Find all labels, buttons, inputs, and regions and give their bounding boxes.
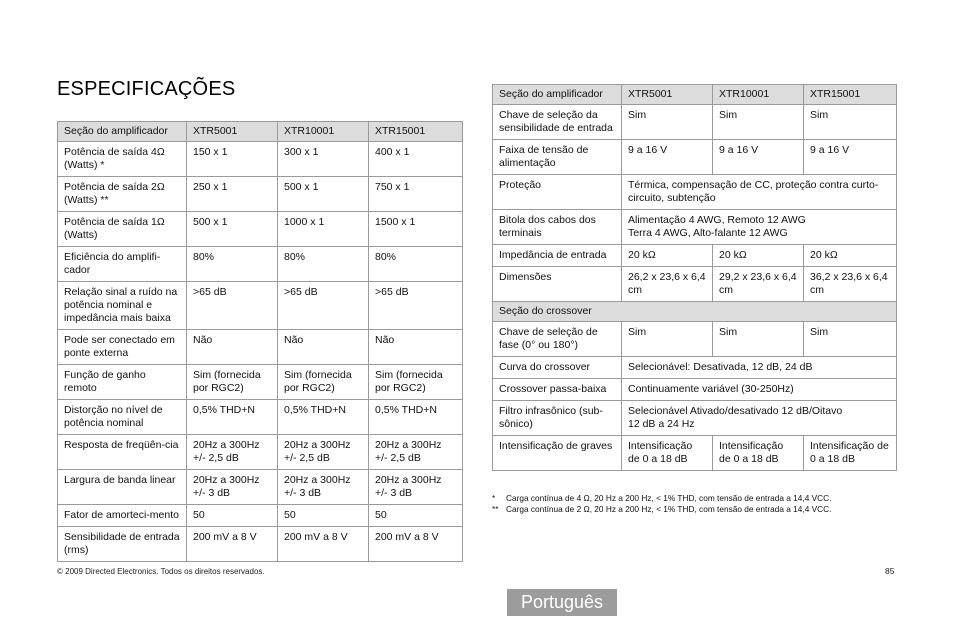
table-row — [493, 210, 897, 245]
footnote-2 — [492, 504, 831, 514]
table-cell: 1500 x 1 — [369, 212, 463, 247]
table-row — [58, 527, 463, 562]
specs-table-left — [57, 121, 463, 562]
table-cell: 20 kΩ — [804, 245, 897, 267]
table-cell: Impedância de entrada — [493, 245, 622, 267]
table-cell: Continuamente variável (30-250Hz) — [622, 379, 897, 401]
table-cell: XTR5001 — [622, 85, 713, 105]
table-cell: Chave de seleção da sensibilidade de entrada — [493, 105, 622, 140]
table-cell: 250 x 1 — [187, 177, 278, 212]
table-cell: XTR5001 — [187, 122, 278, 142]
table-row — [58, 212, 463, 247]
table-cell: Intensificação de 0 a 18 dB — [804, 436, 897, 471]
table-cell: 20Hz a 300Hz +/- 2,5 dB — [187, 435, 278, 470]
table-cell: 500 x 1 — [278, 177, 369, 212]
page-title: ESPECIFICAÇÕES — [57, 78, 236, 100]
table-cell: Sim — [804, 322, 897, 357]
table-header-row — [58, 122, 463, 142]
table-cell: 20Hz a 300Hz +/- 3 dB — [369, 470, 463, 505]
table-cell: 200 mV a 8 V — [187, 527, 278, 562]
table-cell: 9 a 16 V — [713, 140, 804, 175]
table-cell: Intensificação de 0 a 18 dB — [622, 436, 713, 471]
table-row — [493, 245, 897, 267]
table-cell: 80% — [187, 247, 278, 282]
table-cell: Bitola dos cabos dos terminais — [493, 210, 622, 245]
language-badge: Português — [507, 589, 617, 616]
table-cell: >65 dB — [369, 282, 463, 330]
table-cell: Proteção — [493, 175, 622, 210]
table-cell: 20 kΩ — [622, 245, 713, 267]
table-cell: 20Hz a 300Hz +/- 2,5 dB — [278, 435, 369, 470]
footnote-text: Carga contínua de 2 Ω, 20 Hz a 200 Hz, < 1% THD, com tensão de entrada a 14,4 VCC. — [506, 504, 832, 514]
table-cell: Potência de saída 4Ω (Watts) * — [58, 142, 187, 177]
table-cell: 0,5% THD+N — [369, 400, 463, 435]
table-cell: Sim (fornecida por RGC2) — [278, 365, 369, 400]
table-cell: Relação sinal a ruído na potência nominal e impedância mais baixa — [58, 282, 187, 330]
table-cell: 150 x 1 — [187, 142, 278, 177]
table-row — [493, 401, 897, 436]
table-row — [58, 142, 463, 177]
table-cell: 200 mV a 8 V — [369, 527, 463, 562]
table-cell: Não — [369, 330, 463, 365]
table-cell: Filtro infrasônico (sub-sônico) — [493, 401, 622, 436]
table-cell: 0,5% THD+N — [278, 400, 369, 435]
table-cell: 80% — [369, 247, 463, 282]
table-cell: Seção do amplificador — [493, 85, 622, 105]
table-row — [58, 330, 463, 365]
table-row — [58, 400, 463, 435]
table-row — [493, 267, 897, 302]
table-section-row — [493, 302, 897, 322]
table-cell: 29,2 x 23,6 x 6,4 cm — [713, 267, 804, 302]
table-cell: 400 x 1 — [369, 142, 463, 177]
table-cell: 1000 x 1 — [278, 212, 369, 247]
table-cell: Térmica, compensação de CC, proteção contra curto-circuito, subtenção — [622, 175, 897, 210]
table-cell: 50 — [369, 505, 463, 527]
table-cell: 50 — [187, 505, 278, 527]
table-cell: 20Hz a 300Hz +/- 3 dB — [187, 470, 278, 505]
table-cell: 9 a 16 V — [622, 140, 713, 175]
footnote-text: Carga contínua de 4 Ω, 20 Hz a 200 Hz, < 1% THD, com tensão de entrada a 14,4 VCC. — [506, 493, 832, 503]
table-cell: Potência de saída 2Ω (Watts) ** — [58, 177, 187, 212]
table-cell: 80% — [278, 247, 369, 282]
table-cell: XTR15001 — [804, 85, 897, 105]
table-row — [58, 365, 463, 400]
table-cell: >65 dB — [187, 282, 278, 330]
table-cell: Sim — [804, 105, 897, 140]
footnote-mark: * — [492, 493, 496, 503]
table-cell: 50 — [278, 505, 369, 527]
table-row — [493, 436, 897, 471]
table-cell: 200 mV a 8 V — [278, 527, 369, 562]
table-cell: Sensibilidade de entrada (rms) — [58, 527, 187, 562]
table-cell: Não — [278, 330, 369, 365]
copyright-notice: © 2009 Directed Electronics. Todos os direitos reservados. — [57, 567, 265, 576]
table-row — [493, 379, 897, 401]
table-cell: Chave de seleção de fase (0° ou 180°) — [493, 322, 622, 357]
specs-table-right — [492, 84, 897, 471]
table-cell: Fator de amorteci-mento — [58, 505, 187, 527]
table-cell: XTR10001 — [713, 85, 804, 105]
table-cell: Eficiência do amplifi-cador — [58, 247, 187, 282]
table-cell: Alimentação 4 AWG, Remoto 12 AWG Terra 4 AWG, Alto-falante 12 AWG — [622, 210, 897, 245]
table-row — [493, 105, 897, 140]
table-cell: Intensificação de 0 a 18 dB — [713, 436, 804, 471]
table-row — [58, 177, 463, 212]
table-row — [493, 140, 897, 175]
table-cell: 750 x 1 — [369, 177, 463, 212]
table-cell: Sim — [622, 322, 713, 357]
table-row — [58, 435, 463, 470]
table-row — [58, 470, 463, 505]
table-cell: 20Hz a 300Hz +/- 2,5 dB — [369, 435, 463, 470]
table-cell: 26,2 x 23,6 x 6,4 cm — [622, 267, 713, 302]
footnote-1 — [492, 493, 831, 503]
table-cell: 500 x 1 — [187, 212, 278, 247]
table-cell: Selecionável Ativado/desativado 12 dB/Oitavo 12 dB a 24 Hz — [622, 401, 897, 436]
table-row — [58, 247, 463, 282]
table-cell: Seção do amplificador — [58, 122, 187, 142]
table-cell: 20Hz a 300Hz +/- 3 dB — [278, 470, 369, 505]
table-cell: XTR10001 — [278, 122, 369, 142]
table-header-row — [493, 85, 897, 105]
table-cell: Largura de banda linear — [58, 470, 187, 505]
table-cell: 9 a 16 V — [804, 140, 897, 175]
page-number: 85 — [885, 566, 895, 576]
table-cell: Faixa de tensão de alimentação — [493, 140, 622, 175]
table-cell: Sim — [713, 322, 804, 357]
table-row — [493, 357, 897, 379]
table-cell: 36,2 x 23,6 x 6,4 cm — [804, 267, 897, 302]
table-cell: XTR15001 — [369, 122, 463, 142]
table-cell: Selecionável: Desativada, 12 dB, 24 dB — [622, 357, 897, 379]
table-row — [493, 322, 897, 357]
table-cell: Sim (fornecida por RGC2) — [369, 365, 463, 400]
table-row — [493, 175, 897, 210]
table-cell: Crossover passa-baixa — [493, 379, 622, 401]
table-cell: Dimensões — [493, 267, 622, 302]
table-cell: Curva do crossover — [493, 357, 622, 379]
table-cell: Não — [187, 330, 278, 365]
table-row — [58, 282, 463, 330]
table-cell: Resposta de freqüên-cia — [58, 435, 187, 470]
footnote-mark: ** — [492, 504, 499, 514]
table-cell: Sim — [622, 105, 713, 140]
table-cell: Intensificação de graves — [493, 436, 622, 471]
table-cell: >65 dB — [278, 282, 369, 330]
table-cell: Pode ser conectado em ponte externa — [58, 330, 187, 365]
table-cell: 0,5% THD+N — [187, 400, 278, 435]
table-row — [58, 505, 463, 527]
table-cell: Potência de saída 1Ω (Watts) — [58, 212, 187, 247]
table-cell: 300 x 1 — [278, 142, 369, 177]
table-cell: Distorção no nível de potência nominal — [58, 400, 187, 435]
table-cell: 20 kΩ — [713, 245, 804, 267]
table-cell: Sim — [713, 105, 804, 140]
table-cell: Função de ganho remoto — [58, 365, 187, 400]
table-cell: Sim (fornecida por RGC2) — [187, 365, 278, 400]
table-cell: Seção do crossover — [493, 302, 897, 322]
